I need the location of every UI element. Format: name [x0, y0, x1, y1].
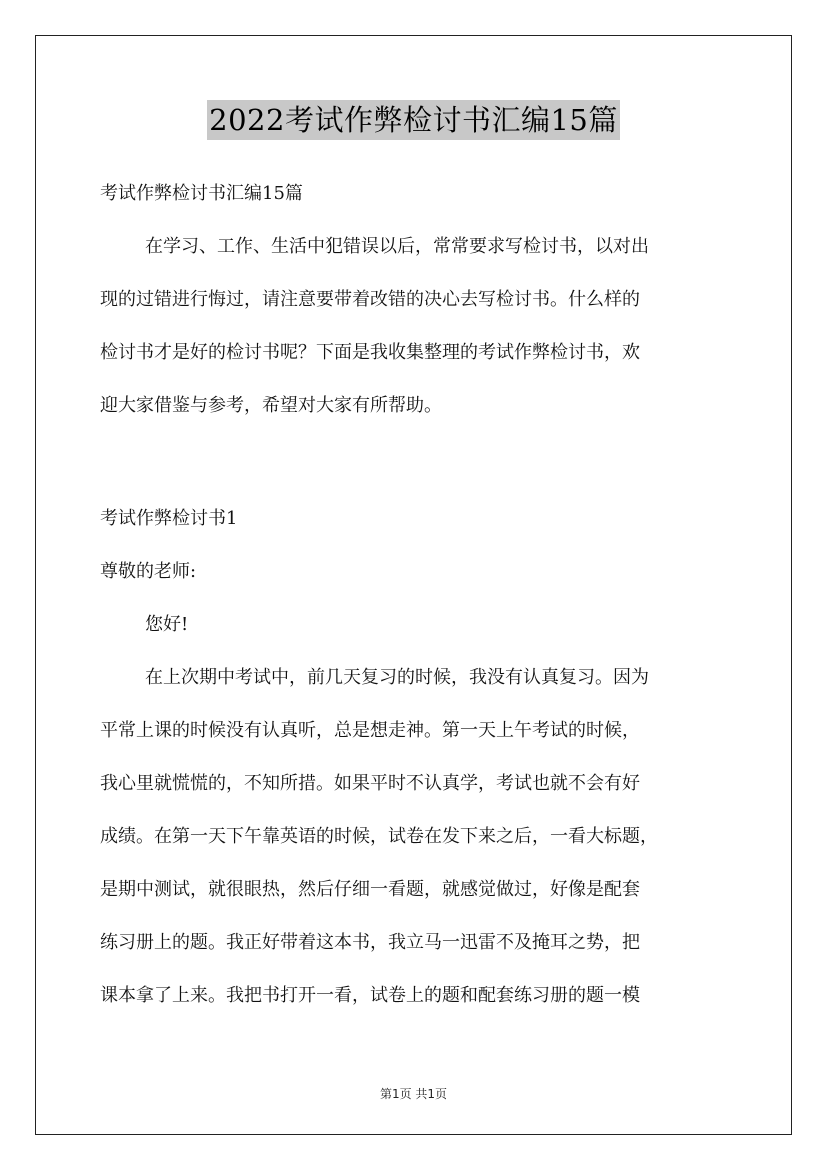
page-number-label: 第1页 共1页	[379, 1087, 448, 1101]
body-line-4: 成绩。在第一天下午靠英语的时候，试卷在发下来之后，一看大标题，	[100, 826, 658, 847]
paragraph-gap	[100, 439, 730, 499]
page-footer	[0, 1085, 827, 1102]
body-line-6: 练习册上的题。我正好带着这本书，我立马一迅雷不及掩耳之势，把	[100, 932, 640, 953]
body-line-5: 是期中测试，就很眼热，然后仔细一看题，就感觉做过，好像是配套	[100, 879, 640, 900]
intro-line-4: 迎大家借鉴与参考，希望对大家有所帮助。	[100, 395, 442, 416]
greeting: 您好!	[145, 614, 189, 635]
intro-line-1: 在学习、工作、生活中犯错误以后，常常要求写检讨书，以对出	[145, 236, 649, 257]
title-wrap	[0, 100, 827, 140]
salutation: 尊敬的老师:	[100, 561, 197, 582]
subtitle: 考试作弊检讨书汇编15篇	[100, 183, 303, 204]
intro-line-2: 现的过错进行悔过，请注意要带着改错的决心去写检讨书。什么样的	[100, 289, 640, 310]
body-line-1: 在上次期中考试中，前几天复习的时候，我没有认真复习。因为	[145, 667, 649, 688]
section-heading: 考试作弊检讨书1	[100, 508, 238, 529]
body-line-3: 我心里就慌慌的，不知所措。如果平时不认真学，考试也就不会有好	[100, 773, 640, 794]
body-line-2: 平常上课的时候没有认真听，总是想走神。第一天上午考试的时候，	[100, 720, 640, 741]
intro-line-3: 检讨书才是好的检讨书呢？下面是我收集整理的考试作弊检讨书，欢	[100, 342, 640, 363]
body-line-7: 课本拿了上来。我把书打开一看，试卷上的题和配套练习册的题一模	[100, 985, 640, 1006]
document-title: 2022考试作弊检讨书汇编15篇	[207, 100, 620, 140]
document-body	[100, 174, 730, 1029]
